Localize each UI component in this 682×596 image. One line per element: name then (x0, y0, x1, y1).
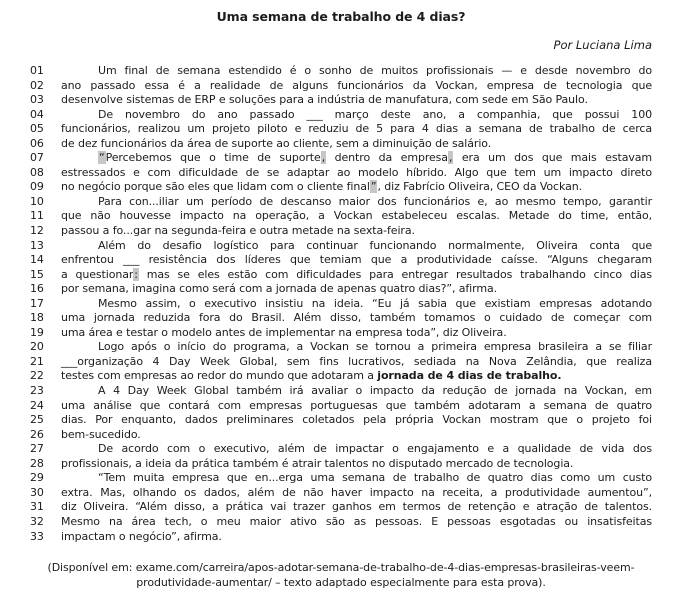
line-text: Mesmo na área tech, o meu maior ativo são as pessoas. E pessoas esgotadas ou insatisfeitas (61, 514, 652, 528)
line-number: 20 (30, 340, 44, 354)
line-number: 18 (30, 311, 44, 325)
text-line (30, 442, 652, 457)
bold-phrase: jornada de 4 dias de trabalho. (377, 369, 562, 383)
line-number: 08 (30, 165, 44, 179)
source-line-1: (Disponível em: exame.com/carreira/apos-adotar-semana-de-trabalho-de-4-dias-empresas-brasileiras-veem- (47, 561, 635, 575)
text-line (30, 151, 652, 166)
line-text: no negócio porque são eles que lidam com o cliente final”, diz Fabrício Oliveira, CEO da Vockan. (61, 180, 582, 194)
line-number: 02 (30, 78, 44, 92)
text-line (30, 79, 652, 94)
highlighted-punctuation: : (134, 267, 138, 281)
line-number: 04 (30, 107, 44, 121)
lines-container (30, 64, 652, 544)
line-number: 25 (30, 413, 44, 427)
text-line (30, 209, 652, 224)
line-number: 26 (30, 427, 44, 441)
line-number: 09 (30, 180, 44, 194)
line-text: passou a fo...gar na segunda-feira e outra metade na sexta-feira. (61, 224, 415, 238)
text-line (30, 122, 652, 137)
text-line (30, 224, 652, 239)
text-line (30, 253, 652, 268)
line-number: 05 (30, 122, 44, 136)
line-text: Para con...iliar um período de descanso maior dos funcionários e, ao mesmo tempo, garantir (98, 194, 652, 208)
text-line (30, 268, 652, 283)
line-text: “Percebemos que o time de suporte, dentro da empresa, era um dos que mais estavam (99, 151, 653, 165)
text-line (30, 486, 652, 501)
line-text: Um final de semana estendido é o sonho de muitos profissionais — e desde novembro do (98, 64, 652, 77)
line-text: Mesmo assim, o executivo insistiu na ideia. “Eu já sabia que existiam empresas adotando (98, 296, 652, 310)
line-number: 28 (30, 456, 44, 470)
line-text: estressados e com dificuldade de se adaptar ao modelo híbrido. Algo que tem um impacto direto (61, 165, 652, 179)
text-line (30, 311, 652, 326)
line-text: De acordo com o executivo, além de impactar o engajamento e a qualidade de vida dos (98, 442, 652, 456)
line-text: uma jornada reduzida fora do Brasil. Além disso, também tomamos o cuidado de começar com (61, 311, 652, 325)
highlighted-punctuation: “ (99, 151, 105, 165)
text-line (30, 297, 652, 312)
text-line (30, 93, 652, 108)
line-number: 14 (30, 253, 44, 267)
source-line-2: produtividade-aumentar/ – texto adaptado especialmente para esta prova). (136, 575, 546, 589)
text-line (30, 384, 652, 399)
text-line (30, 428, 652, 443)
byline: Por Luciana Lima (553, 38, 652, 52)
line-number: 01 (30, 64, 44, 77)
highlighted-punctuation: ” (370, 180, 377, 194)
line-text: De novembro do ano passado ___ março deste ano, a companhia, que possui 100 (98, 107, 652, 121)
text-line (30, 530, 652, 545)
line-text: Logo após o início do programa, a Vockan se tornou a primeira empresa brasileira a se filiar (98, 340, 652, 354)
line-text: que não houvesse impacto na operação, a Vockan estabeleceu escalas. Metade do time, então, (61, 209, 652, 223)
highlighted-punctuation: , (448, 151, 453, 165)
text-line (30, 471, 652, 486)
line-number: 16 (30, 282, 44, 296)
text-line (30, 457, 652, 472)
text-line (30, 355, 652, 370)
line-text: funcionários, realizou um projeto piloto e reduziu de 5 para 4 dias a semana de trabalho de cerca (61, 122, 652, 136)
line-text: enfrentou ___ resistência dos líderes que temiam que a produtividade caísse. “Alguns chegaram (61, 253, 652, 267)
text-line (30, 326, 652, 341)
line-number: 33 (30, 529, 44, 543)
line-text: diz Oliveira. “Além disso, a prática vai trazer ganhos em termos de retenção e atração de talentos. (61, 500, 652, 514)
line-number: 23 (30, 384, 44, 398)
line-text: a questionar: mas se eles estão com dificuldades para entregar resultados trabalhando cinco dias (61, 267, 652, 281)
highlighted-punctuation: , (321, 151, 326, 165)
line-text: bem-sucedido. (61, 427, 141, 441)
line-number: 13 (30, 238, 44, 252)
text-line (30, 239, 652, 254)
text-line (30, 64, 652, 79)
line-text: extra. Mas, olhando os dados, além de não haver impacto na receita, a produtividade aumentou”, (61, 485, 652, 499)
line-number: 12 (30, 224, 44, 238)
line-number: 06 (30, 136, 44, 150)
line-text: ___organização 4 Day Week Global, sem fins lucrativos, sediada na Nova Zelândia, que realiza (61, 354, 652, 368)
line-text: de dez funcionários da área de suporte ao cliente, sem a diminuição de salário. (61, 136, 492, 150)
line-number: 24 (30, 398, 44, 412)
line-text: profissionais, a ideia da prática também é atrair talentos no disputado mercado de tecnologia. (61, 456, 574, 470)
line-number: 31 (30, 500, 44, 514)
line-text: por semana, imagina como será com a jornada de apenas quatro dias?”, afirma. (61, 282, 497, 296)
line-number: 21 (30, 354, 44, 368)
text-line (30, 180, 652, 195)
line-text: impactam o negócio”, afirma. (61, 529, 222, 543)
line-number: 29 (30, 471, 44, 485)
text-line (30, 166, 652, 181)
line-number: 30 (30, 485, 44, 499)
line-text: ano passado essa é a realidade de alguns funcionários da Vockan, empresa de tecnologia que (61, 78, 652, 92)
text-line (30, 515, 652, 530)
line-text: “Tem muita empresa que en...erga uma semana de trabalho de quatro dias como um custo (98, 471, 652, 485)
line-text: uma área e testar o modelo antes de implementar na empresa toda”, diz Oliveira. (61, 325, 507, 339)
source-citation (30, 561, 652, 590)
line-number: 32 (30, 514, 44, 528)
line-number: 22 (30, 369, 44, 383)
line-text: uma análise que contará com empresas portuguesas que também adotaram a semana de quatro (61, 398, 652, 412)
text-line (30, 399, 652, 414)
line-number: 07 (30, 151, 44, 165)
line-number: 19 (30, 325, 44, 339)
text-line (30, 282, 652, 297)
line-text: desenvolve sistemas de ERP e soluções para a indústria de manufatura, com sede em São Paulo. (61, 93, 588, 107)
line-number: 17 (30, 296, 44, 310)
line-number: 15 (30, 267, 44, 281)
line-number: 03 (30, 93, 44, 107)
line-text: Além do desafio logístico para continuar funcionando normalmente, Oliveira conta que (98, 238, 652, 252)
text-line (30, 108, 652, 123)
text-line (30, 369, 652, 384)
text-line (30, 413, 652, 428)
line-text: A 4 Day Week Global também irá avaliar o impacto da redução de jornada na Vockan, em (98, 384, 652, 398)
line-number: 27 (30, 442, 44, 456)
text-line (30, 195, 652, 210)
text-line (30, 340, 652, 355)
line-number: 10 (30, 194, 44, 208)
text-line (30, 137, 652, 152)
line-text: testes com empresas ao redor do mundo que adotaram a jornada de 4 dias de trabalho. (61, 369, 562, 383)
text-line (30, 500, 652, 515)
line-text: dias. Por enquanto, dados preliminares coletados pela própria Vockan mostram que o projeto foi (61, 413, 652, 427)
document-title: Uma semana de trabalho de 4 dias? (216, 9, 466, 24)
line-number: 11 (30, 209, 44, 223)
